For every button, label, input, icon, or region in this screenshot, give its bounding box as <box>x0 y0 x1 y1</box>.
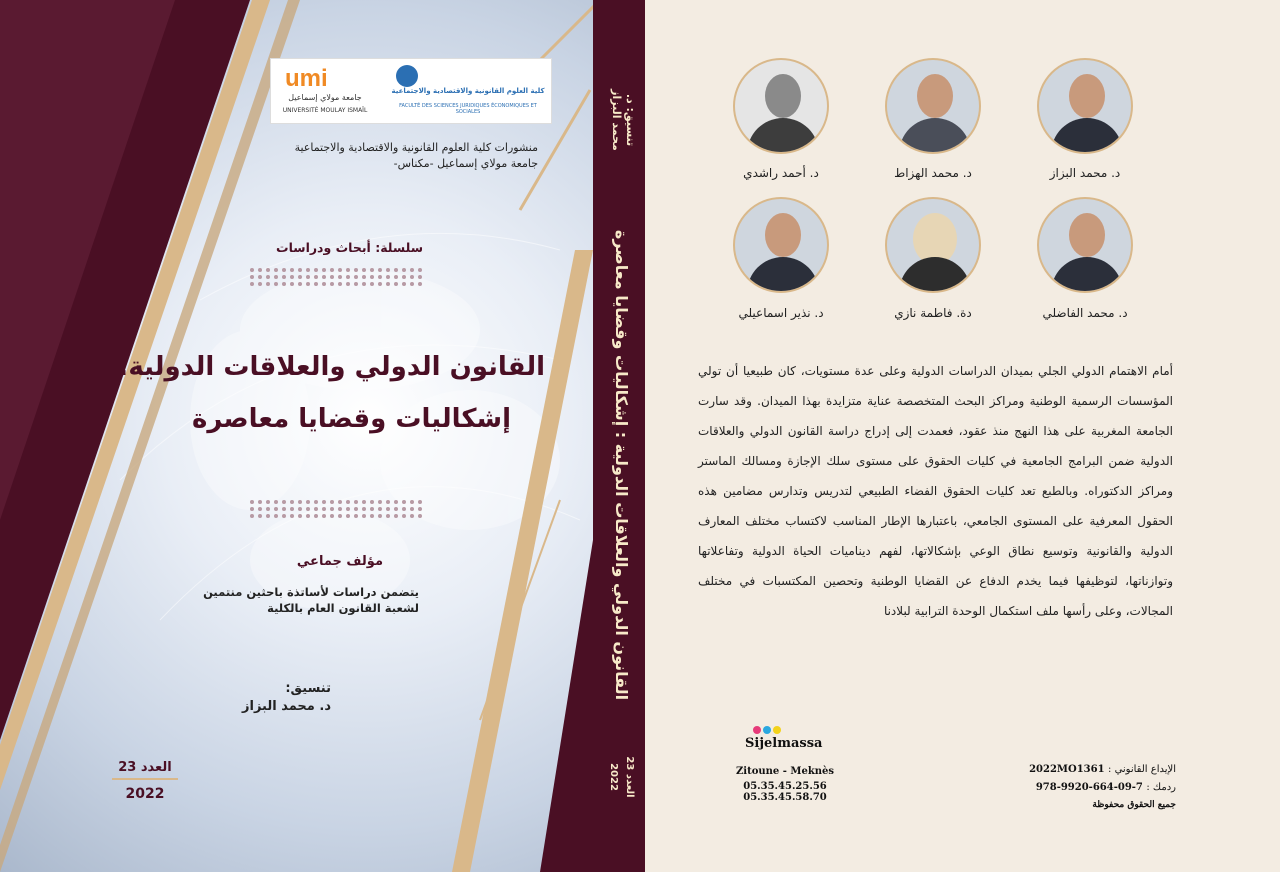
spine-title: القانون الدولي والعلاقات الدولية : إشكاليات وقضايا معاصرة <box>612 229 631 701</box>
printer-name: Sijelmassa <box>745 736 823 751</box>
umi-arabic-name: جامعة مولاي إسماعيل <box>288 93 362 102</box>
printer-logo <box>735 726 835 803</box>
author-name-1: د. محمد البزاز <box>1049 166 1121 180</box>
book-spine <box>593 0 645 872</box>
legal-deposit <box>1028 764 1176 775</box>
publisher-line-2: جامعة مولاي إسماعيل -مكناس- <box>393 157 538 170</box>
collective-work-label: مؤلف جماعي <box>296 554 383 569</box>
book-title-line-1: القانون الدولي والعلاقات الدولية: <box>117 352 545 382</box>
issue-number: العدد 23 <box>112 760 178 780</box>
spine-year: 2022 <box>608 763 619 791</box>
coordinator-name: د. محمد البزاز <box>242 699 331 714</box>
description-line-1: يتضمن دراسات لأساتذة باحثين منتمين <box>203 585 419 599</box>
author-name-6: د. نذير اسماعيلي <box>738 306 824 320</box>
faculty-emblem-icon <box>396 65 418 87</box>
printer-city: Zitoune - Meknès <box>735 766 835 777</box>
legal-deposit-value: 2022MO1361 <box>1029 764 1105 775</box>
author-name-3: د. أحمد راشدي <box>743 166 819 180</box>
dots-pattern-bottom <box>250 500 426 518</box>
dots-pattern-top <box>250 268 426 286</box>
author-photo-3 <box>733 58 829 154</box>
coordination-block <box>242 680 331 716</box>
contents-description <box>159 584 419 616</box>
author-photo-5 <box>885 197 981 293</box>
series-label: سلسلة: أبحاث ودراسات <box>276 240 423 255</box>
author-photo-6 <box>733 197 829 293</box>
back-cover-blurb: أمام الاهتمام الدولي الجلي بميدان الدراسات الدولية وعلى عدة مستويات، كان طبيعيا أن تولي المؤسسات الرسمية الوطنية ومراكز البحث المتخصصة عناية متزايدة بهذا الميدان. وقد سارت الجامعة المغربية على هذا النهج منذ عقود، فعمدت إلى إدراج دراسة القانون الدولي والعلاقات الدولية ضمن البرامج الجامعية في كليات الحقوق على مستوى سلك الإجازة ومسالك الماستر ومراكز الدكتوراه. وبالطبع تعد كليات الحقوق الفضاء الطبيعي لتدريس وتدارس مضامين هذه الحقول المعرفية على المستوى الجامعي، باعتبارها الإطار المناسب لاكتساب مختلف المعارف الدولية والقانونية وتوسيع نطاق الوعي بإشكالاتها، لفهم ديناميات الحياة الدولية وتفاعلاتها وتوازناتها، لتوظيفها فيما يخدم الدفاع عن القضايا الوطنية وتحصين المكتسبات في مختلف المجالات، وعلى رأسها ملف استكمال الوحدة الترابية لبلادنا <box>698 364 1173 618</box>
printer-phone-2: 05.35.45.58.70 <box>743 792 827 803</box>
front-cover <box>0 0 593 872</box>
isbn <box>1028 782 1176 793</box>
issue-year: 2022 <box>125 786 165 802</box>
printer-phone-1: 05.35.45.25.56 <box>743 781 827 792</box>
legal-deposit-label: الإيداع القانوني : <box>1108 764 1176 775</box>
faculty-latin-name: FACULTÉ DES SCIENCES JURIDIQUES ÉCONOMIQUES ET SOCIALES <box>399 103 537 115</box>
coordination-label: تنسيق: <box>285 681 331 696</box>
book-title-line-2: إشكاليات وقضايا معاصرة <box>191 404 511 434</box>
spine-issue: العدد 23 <box>624 756 635 798</box>
author-name-2: د. محمد الهزاط <box>894 166 972 180</box>
spine-content <box>593 0 645 872</box>
university-logos <box>270 58 552 124</box>
isbn-label: ردمك : <box>1146 782 1176 793</box>
faculty-arabic-name: كلية العلوم القانونية والاقتصادية والاجتماعية <box>391 87 545 95</box>
author-name-5: دة. فاطمة نازي <box>894 306 972 320</box>
publisher-line-1: منشورات كلية العلوم القانونية والاقتصادية والاجتماعية <box>294 141 538 154</box>
author-photo-2 <box>885 58 981 154</box>
isbn-value: 978-9920-664-09-7 <box>1035 782 1143 793</box>
umi-logo: umi <box>285 65 328 92</box>
author-name-4: د. محمد الفاضلي <box>1042 306 1128 320</box>
description-line-2: لشعبة القانون العام بالكلية <box>267 601 419 615</box>
spine-coordinator: تنسيق: د. محمد البزاز <box>610 89 637 151</box>
author-photo-4 <box>1037 197 1133 293</box>
author-photo-1 <box>1037 58 1133 154</box>
umi-latin-name: UNIVERSITÉ MOULAY ISMAÏL <box>282 107 368 114</box>
rights-reserved: جميع الحقوق محفوظة <box>1092 800 1176 810</box>
